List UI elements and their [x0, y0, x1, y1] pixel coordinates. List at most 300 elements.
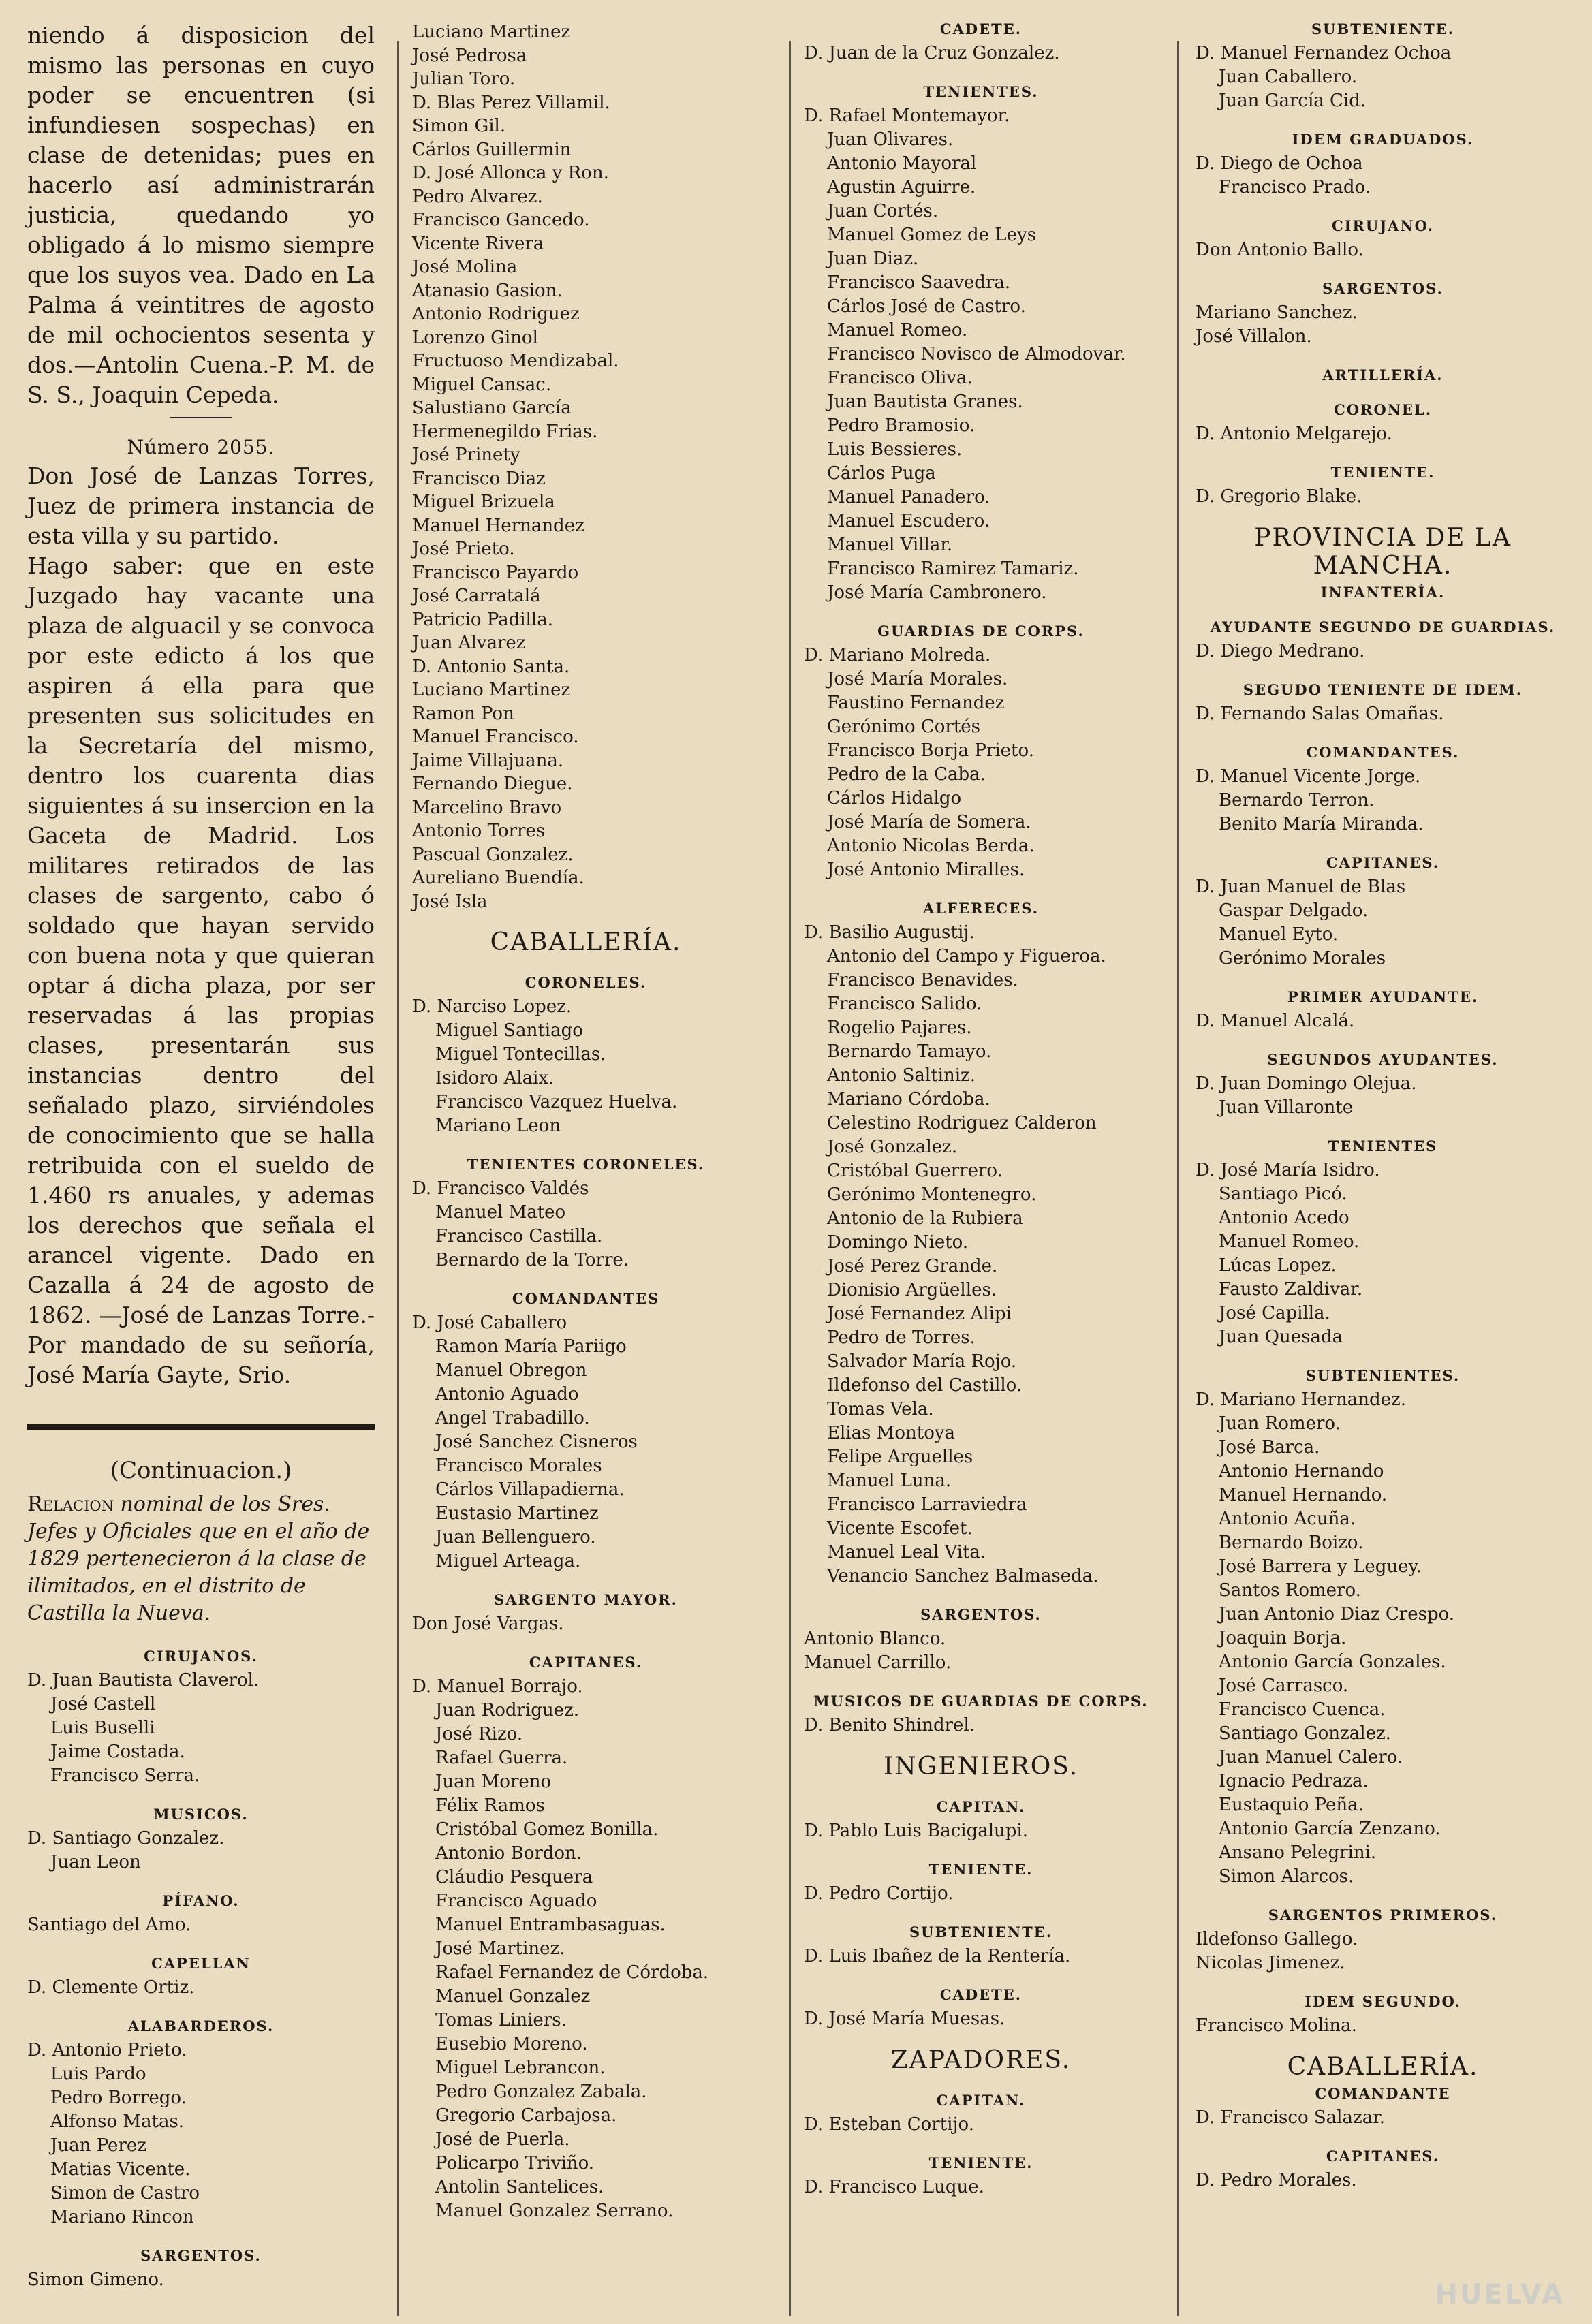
list-item: Celestino Rodriguez Calderon [827, 1113, 1097, 1133]
library-watermark: HUELVA [1435, 2279, 1565, 2310]
list-item: José Antonio Miralles. [827, 860, 1025, 880]
name-list [804, 921, 1158, 1588]
branch-heading: CABALLERÍA. [1287, 2053, 1479, 2081]
list-item: Miguel Tontecillas. [435, 1044, 606, 1065]
list-item: Juan Alvarez [412, 633, 526, 653]
name-list [1196, 2169, 1570, 2193]
list-item: Francisco Ramirez Tamariz. [827, 559, 1079, 579]
list-item: D. Narciso Lopez. [412, 996, 572, 1017]
list-item: Don Antonio Ballo. [1196, 240, 1364, 260]
list-item: D. Antonio Santa. [412, 656, 570, 677]
list-item: Antonio Bordon. [435, 1843, 582, 1864]
list-item: D. José Allonca y Ron. [412, 163, 609, 183]
list-item: D. Juan Domingo Olejua. [1196, 1073, 1417, 1094]
name-list [27, 1669, 375, 1788]
name-list [412, 1177, 760, 1272]
list-item: Antonio García Zenzano. [1219, 1819, 1441, 1839]
list-item: Ramon Pon [412, 703, 514, 724]
name-list [1196, 238, 1570, 262]
list-item: Antonio del Campo y Figueroa. [827, 946, 1106, 967]
list-item: D. Benito Shindrel. [804, 1715, 976, 1736]
name-list [1196, 1388, 1570, 1889]
list-item: Isidoro Alaix. [435, 1068, 555, 1088]
name-list [1196, 1159, 1570, 1349]
list-item: D. Juan Manuel de Blas [1196, 877, 1406, 897]
column-1 [27, 20, 375, 2292]
list-item: D. Juan Bautista Claverol. [27, 1670, 260, 1691]
list-item: Benito María Miranda. [1219, 814, 1424, 834]
name-list [1196, 640, 1570, 663]
list-item: Mariano Córdoba. [827, 1089, 990, 1110]
section-heading: INFANTERÍA. [1320, 584, 1446, 601]
section-heading: TENIENTES. [923, 83, 1039, 100]
list-item: Manuel Leal Vita. [827, 1542, 986, 1563]
list-item: Manuel Gonzalez [435, 1986, 591, 2007]
list-item: Rogelio Pajares. [827, 1018, 972, 1038]
section-heading: AYUDANTE SEGUNDO DE GUARDIAS. [1210, 618, 1556, 635]
name-list [1196, 301, 1570, 349]
list-item: D. Pedro Cortijo. [804, 1883, 954, 1904]
list-item: Lúcas Lopez. [1219, 1255, 1337, 1276]
list-item: Manuel Romeo. [1219, 1231, 1360, 1252]
list-item: Felipe Arguelles [827, 1447, 973, 1467]
list-item: Faustino Fernandez [827, 693, 1005, 713]
list-item: Francisco Larraviedra [827, 1494, 1027, 1515]
name-list [804, 104, 1158, 605]
section-heading: CORONELES. [525, 974, 647, 991]
list-item: D. Blas Perez Villamil. [412, 92, 610, 113]
list-item: Matias Vicente. [50, 2159, 191, 2180]
list-item: Francisco Diaz [412, 468, 546, 489]
list-item: Juan Moreno [435, 1772, 552, 1792]
list-item: José de Puerla. [435, 2129, 570, 2150]
section-heading: ALFERECES. [923, 900, 1039, 917]
list-item: D. Fernando Salas Omañas. [1196, 704, 1444, 724]
column-rule [789, 41, 791, 2316]
list-item: Ignacio Pedraza. [1219, 1771, 1369, 1791]
list-item: Cristóbal Guerrero. [827, 1161, 1003, 1181]
name-list [804, 1627, 1158, 1675]
list-item: D. Diego de Ochoa [1196, 153, 1363, 174]
list-item: José Capilla. [1219, 1303, 1330, 1323]
column-rule [1177, 41, 1179, 2316]
list-item: Manuel Carrillo. [804, 1652, 952, 1673]
list-item: Tomas Liniers. [435, 2010, 567, 2030]
section-heading: SARGENTOS. [1322, 280, 1443, 297]
list-item: Francisco Serra. [50, 1765, 200, 1786]
list-item: Antonio Torres [412, 821, 546, 841]
list-item: Antonio Acedo [1219, 1208, 1349, 1228]
list-item: Rafael Guerra. [435, 1748, 568, 1768]
name-list [412, 20, 760, 913]
list-item: D. Rafael Montemayor. [804, 106, 1010, 126]
list-item: Antonio de la Rubiera [827, 1208, 1023, 1229]
name-list [1196, 765, 1570, 836]
list-item: Cárlos José de Castro. [827, 296, 1026, 317]
list-item: D. Antonio Prieto. [27, 2040, 187, 2060]
name-list [804, 1882, 1158, 1906]
list-item: D. Manuel Alcalá. [1196, 1011, 1355, 1031]
section-heading: ARTILLERÍA. [1322, 366, 1443, 383]
list-item: Antonio Saltiniz. [827, 1065, 976, 1086]
list-item: Angel Trabadillo. [435, 1408, 590, 1428]
list-item: Mariano Rincon [50, 2207, 194, 2227]
section-heading: TENIENTE. [1330, 464, 1435, 481]
list-item: D. Manuel Vicente Jorge. [1196, 766, 1421, 787]
list-item: Agustin Aguirre. [827, 177, 976, 198]
list-item: Juan García Cid. [1219, 91, 1367, 111]
list-item: D. Francisco Luque. [804, 2177, 984, 2197]
list-item: Juan Villaronte [1219, 1097, 1354, 1118]
list-item: Antonio García Gonzales. [1219, 1652, 1446, 1672]
list-item: Gerónimo Morales [1219, 948, 1386, 969]
notice-heading: Don José de Lanzas Torres, Juez de primera instancia de esta villa y su partido. [27, 462, 375, 549]
list-item: Luciano Martinez [412, 22, 571, 42]
list-item: José Perez Grande. [827, 1256, 998, 1276]
list-item: José Rizo. [435, 1724, 523, 1744]
list-item: Antonio Aguado [435, 1384, 579, 1404]
list-item: Manuel Hernando. [1219, 1485, 1388, 1505]
list-item: Francisco Payardo [412, 562, 579, 583]
list-item: D. Luis Ibañez de la Rentería. [804, 1946, 1071, 1966]
list-item: Eusebio Moreno. [435, 2034, 588, 2054]
list-item: Francisco Cuenca. [1219, 1699, 1386, 1720]
list-item: Manuel Gomez de Leys [827, 225, 1036, 245]
list-item: Fernando Diegue. [412, 774, 573, 794]
list-item: Santiago Gonzalez. [1219, 1723, 1391, 1744]
list-item: Manuel Hernandez [412, 515, 584, 536]
list-item: Francisco Prado. [1219, 177, 1371, 198]
list-item: Julian Toro. [412, 69, 516, 89]
list-item: José Carratalá [412, 586, 541, 606]
section-heading: CIRUJANO. [1331, 217, 1435, 234]
name-list [1196, 2014, 1570, 2038]
list-item: Alfonso Matas. [50, 2111, 185, 2132]
section-heading: SARGENTO MAYOR. [494, 1591, 678, 1608]
branch-heading: ZAPADORES. [890, 2046, 1072, 2074]
list-item: Juan Bautista Granes. [827, 392, 1023, 412]
section-heading: MUSICOS DE GUARDIAS DE CORPS. [813, 1693, 1149, 1710]
list-item: Bernardo Terron. [1219, 790, 1375, 811]
list-item: Ildefonso del Castillo. [827, 1375, 1023, 1396]
list-item: José Fernandez Alipi [827, 1304, 1012, 1324]
list-item: Pedro Gonzalez Zabala. [435, 2082, 647, 2102]
list-item: Juan Rodriguez. [435, 1700, 580, 1721]
list-item: Cárlos Hidalgo [827, 788, 962, 808]
list-item: Francisco Molina. [1196, 2015, 1357, 2036]
list-item: Vicente Escofet. [827, 1518, 973, 1539]
list-item: Juan Romero. [1219, 1413, 1341, 1434]
list-item: Francisco Salido. [827, 994, 982, 1014]
name-list [27, 2268, 375, 2292]
list-item: Manuel Villar. [827, 535, 953, 555]
list-item: D. Esteban Cortijo. [804, 2114, 975, 2135]
section-heading: SARGENTOS PRIMEROS. [1268, 1906, 1498, 1923]
section-heading: SARGENTOS. [140, 2247, 262, 2264]
section-heading: SEGUDO TENIENTE DE IDEM. [1243, 681, 1523, 698]
name-list [1196, 42, 1570, 113]
list-item: Atanasio Gasion. [412, 280, 563, 301]
list-item: Manuel Romeo. [827, 320, 968, 341]
list-item: Antonio Hernando [1219, 1461, 1384, 1481]
branch-heading: CABALLERÍA. [490, 928, 682, 956]
name-list [27, 1976, 375, 2000]
list-item: Pascual Gonzalez. [412, 844, 574, 865]
name-list [1196, 485, 1570, 509]
name-list [412, 1675, 760, 2223]
section-heading: CADETE. [939, 20, 1023, 37]
branch-heading: INGENIEROS. [883, 1753, 1079, 1780]
name-list [412, 1311, 760, 1573]
section-heading: CIRUJANOS. [144, 1648, 258, 1665]
list-item: Francisco Borja Prieto. [827, 740, 1034, 761]
list-item: Mariano Sanchez. [1196, 302, 1358, 323]
name-list [1196, 2106, 1570, 2130]
list-item: Manuel Entrambasaguas. [435, 1915, 666, 1935]
list-item: Antonio Blanco. [804, 1629, 946, 1649]
section-heading: TENIENTES CORONELES. [467, 1156, 705, 1173]
list-item: Aureliano Buendía. [412, 868, 584, 888]
list-item: D. Pedro Morales. [1196, 2170, 1357, 2190]
list-item: Gerónimo Cortés [827, 717, 981, 737]
name-list [804, 2113, 1158, 2137]
list-item: Fausto Zaldivar. [1219, 1279, 1363, 1300]
name-list [1196, 875, 1570, 971]
section-heading: SUBTENIENTE. [1311, 20, 1455, 37]
list-item: Simon Gimeno. [27, 2270, 164, 2290]
list-item: Juan Diaz. [827, 249, 919, 269]
list-item: Miguel Cansac. [412, 374, 552, 395]
name-list [1196, 1928, 1570, 1975]
list-item: Pedro de la Caba. [827, 764, 986, 785]
list-item: D. Juan de la Cruz Gonzalez. [804, 43, 1060, 63]
list-item: José Sanchez Cisneros [435, 1432, 638, 1452]
list-item: D. Mariano Hernandez. [1196, 1389, 1406, 1410]
section-heading: COMANDANTES. [1306, 744, 1460, 761]
list-item: D. Basilio Augustij. [804, 922, 975, 943]
list-item: José Prinety [412, 445, 520, 465]
list-item: José Pedrosa [412, 45, 527, 66]
section-heading: CAPITANES. [1326, 854, 1440, 871]
notice-number: Número 2055. [127, 436, 275, 458]
list-item: Salustiano García [412, 398, 572, 418]
list-item: D. José Caballero [412, 1313, 567, 1333]
section-heading: SARGENTOS. [920, 1606, 1042, 1623]
name-list [27, 1913, 375, 1937]
list-item: Bernardo Boizo. [1219, 1533, 1364, 1553]
separator [170, 417, 232, 418]
list-item: Eustaquio Peña. [1219, 1795, 1364, 1815]
list-item: Antonio Mayoral [827, 153, 977, 174]
list-item: Fructuoso Mendizabal. [412, 351, 619, 371]
list-item: José Martinez. [435, 1938, 565, 1959]
list-item: José Gonzalez. [827, 1137, 958, 1157]
list-item: Vicente Rivera [412, 233, 544, 254]
list-item: Jaime Villajuana. [412, 750, 564, 771]
list-item: Patricio Padilla. [412, 609, 553, 630]
name-list [804, 42, 1158, 65]
name-list [804, 2176, 1158, 2199]
list-item: Simon Alarcos. [1219, 1866, 1354, 1887]
list-item: Manuel Luna. [827, 1471, 952, 1491]
list-item: José Isla [412, 891, 488, 912]
list-item: Gaspar Delgado. [1219, 900, 1369, 921]
list-item: Mariano Leon [435, 1116, 561, 1136]
notice-body: Hago saber: que en este Juzgado hay vacante una plaza de alguacil y se convoca por este edicto á los que aspiren á ella para que presenten sus solicitudes en la Secretaría del mismo, dentro los cuarenta dias siguientes á su insercion en la Gaceta de Madrid. Los militares retirados de las clases de sargento, cabo ó soldado que hayan servido con buena nota y que quieran optar á dicha plaza, por ser reservadas á las propias clases, presentarán sus instancias dentro del señalado plazo, sirviéndoles de conocimiento que se halla retribuida con el sueldo de 1.460 rs anuales, y ademas los derechos que señala el arancel vigente. Dado en Cazalla á 24 de agosto de 1862. —José de Lanzas Torre.-Por mandado de su señoría, José María Gayte, Srio. [27, 552, 375, 1388]
list-item: Jaime Costada. [50, 1742, 185, 1762]
column-4 [1196, 20, 1570, 2193]
list-item: D. Diego Medrano. [1196, 641, 1365, 661]
list-item: D. Clemente Ortiz. [27, 1977, 195, 1998]
column-rule [397, 41, 399, 2316]
list-item: Francisco Aguado [435, 1891, 597, 1911]
name-list [804, 1819, 1158, 1843]
list-item: Rafael Fernandez de Córdoba. [435, 1962, 709, 1983]
section-heading: SEGUNDOS AYUDANTES. [1267, 1051, 1499, 1068]
column-3 [804, 20, 1158, 2199]
list-item: D. Mariano Molreda. [804, 645, 991, 665]
list-item: Santiago del Amo. [27, 1915, 191, 1935]
list-item: Ansano Pelegrini. [1219, 1842, 1377, 1863]
list-item: Francisco Castilla. [435, 1226, 603, 1246]
edict-continuation: niendo á disposicion del mismo las personas en cuyo poder se encuentren (si infundiesen sospechas) en clase de detenidas; pues en hacerlo así administrarán justicia, quedando yo obligado á lo mismo siempre que los suyos vea. Dado en La Palma á veintitres de agosto de mil ochocientos sesenta y dos.—Antolin Cuena.-P. M. de S. S., Joaquin Cepeda. [27, 22, 375, 408]
list-item: Simon Gil. [412, 116, 506, 136]
list-item: Hermenegildo Frias. [412, 421, 598, 442]
section-heading: CAPITAN. [936, 1798, 1026, 1815]
name-list [1196, 1072, 1570, 1120]
name-list [804, 1945, 1158, 1968]
list-item: D. Antonio Melgarejo. [1196, 424, 1392, 444]
list-item: Cláudio Pesquera [435, 1867, 593, 1887]
section-heading: PÍFANO. [162, 1892, 240, 1909]
list-item: Elias Montoya [827, 1423, 956, 1443]
list-item: José María de Somera. [827, 812, 1031, 832]
section-heading: TENIENTE. [928, 2154, 1033, 2171]
relacion-intro [27, 1491, 375, 1627]
list-item: Gerónimo Montenegro. [827, 1184, 1037, 1205]
list-item: Manuel Escudero. [827, 511, 990, 531]
name-list [804, 1714, 1158, 1738]
list-item: Santiago Picó. [1219, 1184, 1347, 1204]
list-item: Antonio Acuña. [1219, 1509, 1356, 1529]
list-item: Luis Buselli [50, 1718, 155, 1738]
section-heading: SUBTENIENTE. [909, 1923, 1053, 1941]
section-heading: COMANDANTE [1315, 2085, 1451, 2102]
section-heading: IDEM SEGUNDO. [1305, 1993, 1461, 2010]
section-heading: CADETE. [939, 1986, 1023, 2003]
section-heading: CAPITAN. [936, 2092, 1026, 2109]
list-item: Eustasio Martinez [435, 1503, 599, 1524]
name-list [1196, 152, 1570, 200]
name-list [27, 2039, 375, 2229]
list-item: José Villalon. [1196, 326, 1312, 347]
list-item: Cárlos Villapadierna. [435, 1479, 625, 1500]
list-item: José Castell [50, 1694, 156, 1714]
name-list [412, 995, 760, 1138]
section-heading: ALABARDEROS. [127, 2017, 275, 2035]
list-item: D. Santiago Gonzalez. [27, 1828, 225, 1849]
list-item: Félix Ramos [435, 1795, 545, 1816]
list-item: Antonio Nicolas Berda. [827, 836, 1035, 856]
list-item: Manuel Gonzalez Serrano. [435, 2201, 674, 2221]
section-heading: IDEM GRADUADOS. [1292, 131, 1474, 148]
section-heading: CAPITANES. [1326, 2148, 1440, 2165]
list-item: Antolin Santelices. [435, 2177, 604, 2197]
continuation-label: (Continuacion.) [110, 1457, 292, 1484]
list-item: Cárlos Guillermin [412, 139, 572, 160]
relacion-text: nominal de los Sres. Jefes y Oficiales que en el año de 1829 pertenecieron á la clase de ilimitados, en el distrito de Castilla la Nueva. [27, 1492, 370, 1625]
list-item: D. Pablo Luis Bacigalupi. [804, 1821, 1028, 1841]
list-item: Salvador María Rojo. [827, 1351, 1017, 1372]
list-item: Francisco Oliva. [827, 368, 973, 388]
relacion-lead: Relacion [27, 1492, 114, 1516]
list-item: Joaquin Borja. [1219, 1628, 1347, 1648]
list-item: Juan Antonio Diaz Crespo. [1219, 1604, 1455, 1624]
list-item: D. José María Isidro. [1196, 1160, 1380, 1180]
list-item: Ramon María Pariigo [435, 1336, 627, 1357]
list-item: Juan Olivares. [827, 129, 954, 150]
list-item: Juan Caballero. [1219, 67, 1358, 87]
list-item: Miguel Brizuela [412, 492, 555, 512]
list-item: Domingo Nieto. [827, 1232, 969, 1253]
list-item: José Carrasco. [1219, 1676, 1349, 1696]
list-item: Don José Vargas. [412, 1614, 564, 1634]
list-item: José Barrera y Leguey. [1219, 1556, 1422, 1577]
list-item: Manuel Francisco. [412, 727, 579, 747]
list-item: Juan Leon [50, 1852, 141, 1872]
section-heading: PRIMER AYUDANTE. [1287, 988, 1479, 1005]
list-item: Lorenzo Ginol [412, 327, 538, 348]
section-heading: SUBTENIENTES. [1305, 1367, 1461, 1384]
list-item: Simon de Castro [50, 2183, 200, 2203]
list-item: Juan Manuel Calero. [1219, 1747, 1403, 1768]
name-list [412, 1612, 760, 1636]
list-item: Luis Pardo [50, 2064, 146, 2084]
list-item: Gregorio Carbajosa. [435, 2105, 617, 2126]
list-item: Francisco Vazquez Huelva. [435, 1092, 678, 1112]
list-item: D. Francisco Salazar. [1196, 2107, 1386, 2128]
list-item: Ildefonso Gallego. [1196, 1929, 1358, 1949]
name-list [27, 1827, 375, 1874]
list-item: Juan Quesada [1219, 1327, 1343, 1347]
list-item: Miguel Santiago [435, 1020, 583, 1041]
list-item: Bernardo de la Torre. [435, 1250, 629, 1270]
province-heading: PROVINCIA DE LA MANCHA. [1254, 524, 1512, 580]
list-item: Juan Bellenguero. [435, 1527, 596, 1548]
list-item: José Barca. [1219, 1437, 1320, 1458]
list-item: Miguel Arteaga. [435, 1551, 581, 1571]
list-item: D. Gregorio Blake. [1196, 486, 1362, 507]
section-heading: CAPITANES. [529, 1654, 643, 1671]
list-item: Venancio Sanchez Balmaseda. [827, 1566, 1099, 1586]
name-list [804, 2007, 1158, 2031]
list-item: Manuel Eyto. [1219, 924, 1339, 945]
list-item: D. Manuel Borrajo. [412, 1676, 583, 1697]
list-item: Pedro Alvarez. [412, 186, 543, 207]
list-item: Pedro de Torres. [827, 1328, 976, 1348]
list-item: Manuel Panadero. [827, 487, 990, 507]
list-item: Francisco Morales [435, 1456, 602, 1476]
list-item: Pedro Bramosio. [827, 415, 976, 436]
list-item: José María Cambronero. [827, 582, 1047, 603]
name-list [804, 644, 1158, 882]
list-item: D. Manuel Fernandez Ochoa [1196, 43, 1452, 63]
list-item: José Molina [412, 257, 518, 277]
list-item: Bernardo Tamayo. [827, 1041, 992, 1062]
list-item: Policarpo Triviño. [435, 2153, 595, 2173]
list-item: Juan Cortés. [827, 201, 939, 221]
list-item: Manuel Obregon [435, 1360, 587, 1381]
